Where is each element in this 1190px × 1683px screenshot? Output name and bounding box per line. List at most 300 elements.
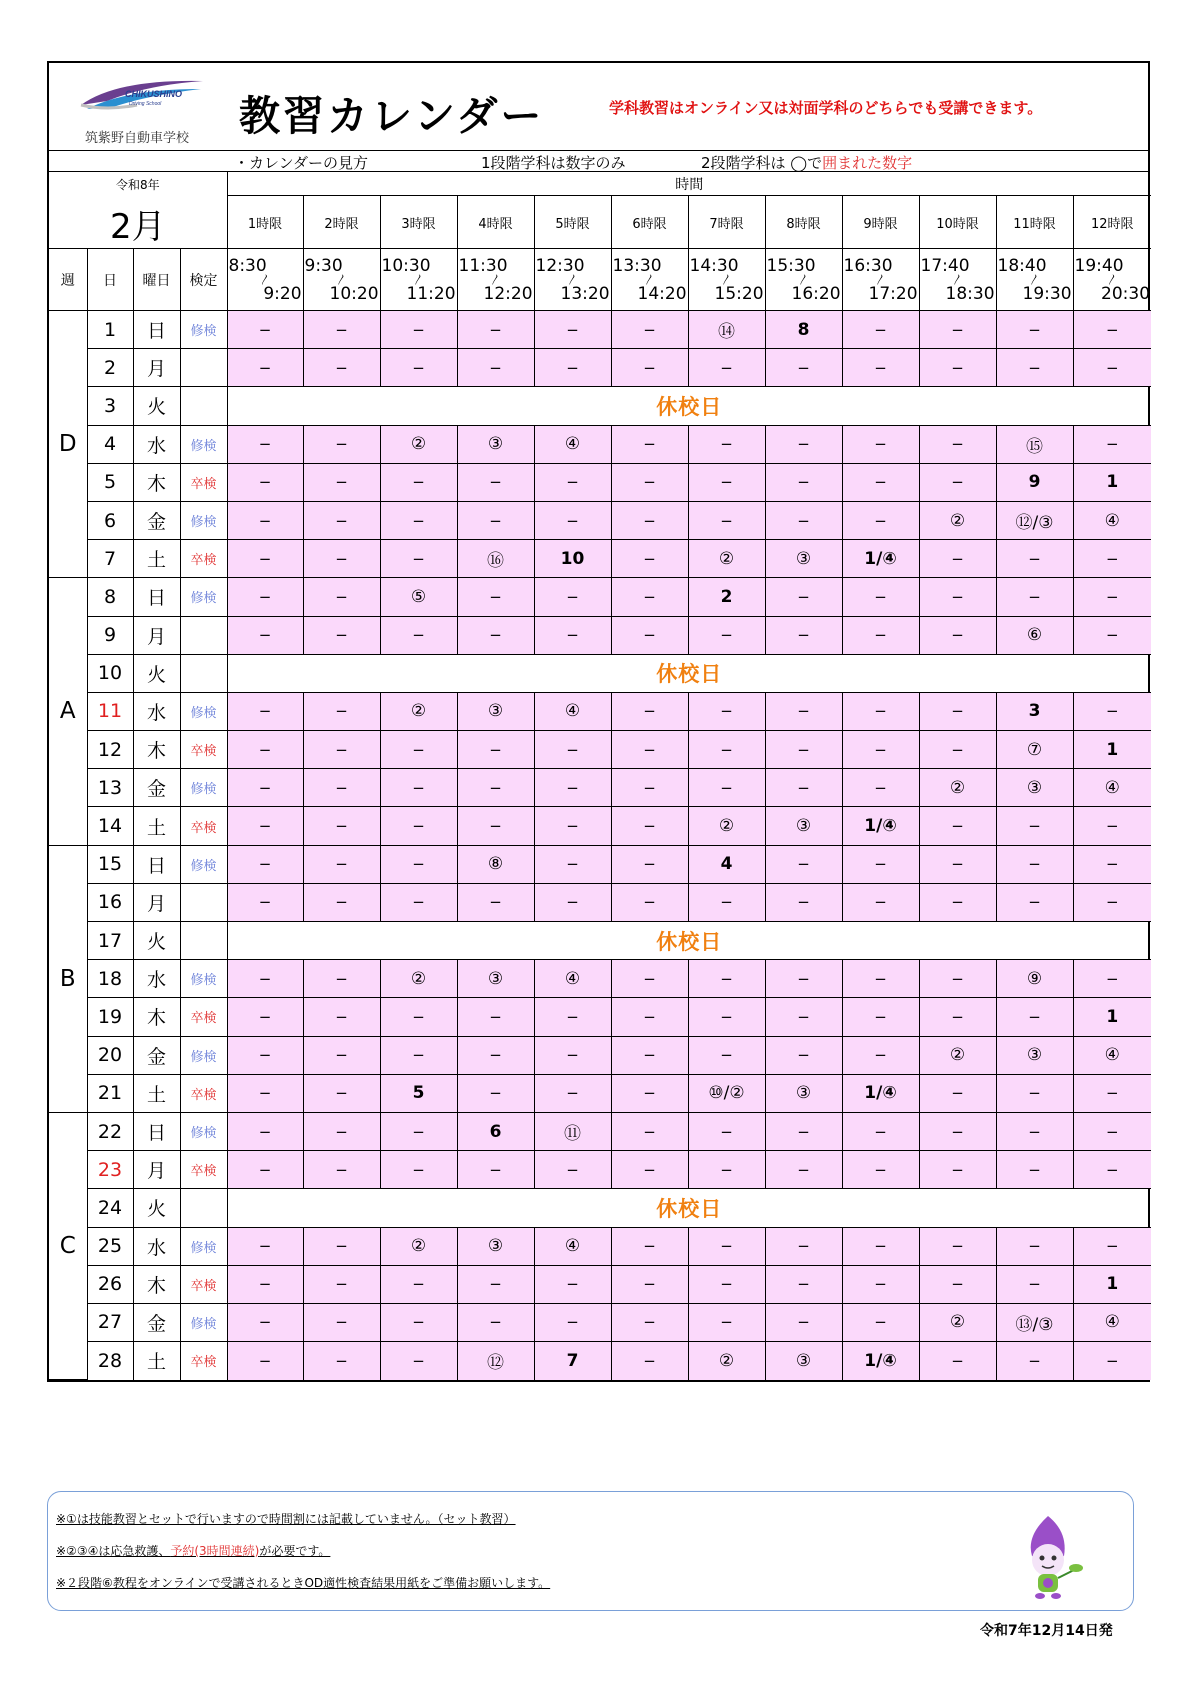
day-number: 24 [87, 1189, 133, 1227]
time-slot [611, 249, 688, 311]
exam-label [180, 883, 227, 921]
lesson-cell: − [1073, 807, 1151, 845]
day-of-week: 木 [133, 1265, 180, 1303]
lesson-cell: − [303, 845, 380, 883]
time-separator: 〳 [413, 272, 425, 286]
lesson-cell: − [765, 1303, 842, 1341]
lesson-cell: − [919, 1265, 996, 1303]
lesson-cell: − [611, 845, 688, 883]
lesson-cell: − [611, 883, 688, 921]
lesson-cell: ③ [765, 540, 842, 578]
day-of-week: 月 [133, 883, 180, 921]
lesson-cell: − [842, 769, 919, 807]
lesson-cell: − [765, 769, 842, 807]
lesson-cell: ② [919, 769, 996, 807]
week-label: D [49, 311, 87, 578]
lesson-cell: − [303, 1227, 380, 1265]
day-row [49, 1227, 1151, 1265]
lesson-cell: − [457, 501, 534, 539]
lesson-cell: − [457, 1303, 534, 1341]
lesson-cell: − [765, 692, 842, 730]
lesson-cell: − [842, 883, 919, 921]
exam-label: 修検 [180, 769, 227, 807]
lesson-cell: − [534, 311, 611, 349]
lesson-cell: − [534, 1265, 611, 1303]
period-header: 2時限 [303, 196, 380, 249]
lesson-cell: − [1073, 616, 1151, 654]
lesson-cell: − [842, 731, 919, 769]
lesson-cell: − [842, 1265, 919, 1303]
lesson-cell: ③ [765, 1342, 842, 1380]
time-separator: 〳 [336, 272, 348, 286]
lesson-cell: − [919, 1342, 996, 1380]
period-header: 10時限 [919, 196, 996, 249]
lesson-cell: − [1073, 692, 1151, 730]
lesson-cell: ③ [996, 769, 1073, 807]
time-start: 10:30 [381, 255, 431, 276]
time-header: 時間 [227, 172, 1151, 196]
day-number: 10 [87, 654, 133, 692]
lesson-cell: − [996, 1151, 1073, 1189]
time-end: 19:30 [1022, 283, 1072, 304]
day-number: 18 [87, 960, 133, 998]
day-row [49, 1189, 1151, 1227]
lesson-cell: 1 [1073, 731, 1151, 769]
lesson-cell: − [227, 616, 303, 654]
day-row [49, 883, 1151, 921]
period-header: 11時限 [996, 196, 1073, 249]
lesson-cell: ③ [996, 1036, 1073, 1074]
time-end: 15:20 [714, 283, 764, 304]
day-of-week: 日 [133, 1112, 180, 1150]
header [49, 63, 1148, 151]
logo-swoosh-icon [77, 75, 207, 115]
lesson-cell: − [996, 578, 1073, 616]
lesson-cell: − [842, 501, 919, 539]
period-header: 4時限 [457, 196, 534, 249]
day-number: 6 [87, 501, 133, 539]
period-header: 3時限 [380, 196, 457, 249]
legend-stage1: 1段階学科は数字のみ [481, 154, 626, 172]
time-slot [534, 249, 611, 311]
period-header: 5時限 [534, 196, 611, 249]
time-end: 17:20 [868, 283, 918, 304]
lesson-cell: − [380, 1265, 457, 1303]
lesson-cell: ④ [1073, 501, 1151, 539]
svg-text:Driving School: Driving School [129, 101, 162, 107]
month-label: 2月 [109, 207, 166, 247]
exam-label [180, 654, 227, 692]
lesson-cell: − [534, 845, 611, 883]
lesson-cell: − [919, 692, 996, 730]
lesson-cell: − [227, 1036, 303, 1074]
day-row [49, 616, 1151, 654]
lesson-cell: ⑪ [534, 1112, 611, 1150]
lesson-cell: − [303, 540, 380, 578]
lesson-cell: − [842, 1151, 919, 1189]
time-slot [227, 249, 303, 311]
closed-day: 休校日 [227, 387, 1151, 425]
lesson-cell: − [765, 463, 842, 501]
lesson-cell: − [1073, 1074, 1151, 1112]
day-col-header: 日 [87, 249, 133, 311]
footnote-1: ※①は技能教習とセットで行いますので時間割には記載していません。（セット教習） [56, 1512, 516, 1526]
lesson-cell: − [611, 1303, 688, 1341]
time-end: 20:30 [1101, 283, 1151, 304]
day-of-week: 水 [133, 960, 180, 998]
time-end: 14:20 [637, 283, 687, 304]
lesson-cell: − [611, 1074, 688, 1112]
period-header: 9時限 [842, 196, 919, 249]
lesson-cell: ④ [534, 1227, 611, 1265]
lesson-cell: 6 [457, 1112, 534, 1150]
lesson-cell: − [765, 1265, 842, 1303]
lesson-cell: − [688, 1265, 765, 1303]
time-start: 12:30 [535, 255, 585, 276]
lesson-cell: − [611, 998, 688, 1036]
lesson-cell: − [227, 1112, 303, 1150]
lesson-cell: − [842, 1227, 919, 1265]
time-separator: 〳 [644, 272, 656, 286]
lesson-cell: − [380, 1151, 457, 1189]
lesson-cell: − [227, 425, 303, 463]
lesson-cell: ② [380, 960, 457, 998]
dow-col-header: 曜日 [133, 249, 180, 311]
online-note: 学科教習はオンライン又は対面学科のどちらでも受講できます。 [609, 99, 1043, 117]
week-col-header: 週 [49, 249, 87, 311]
era-label: 令和8年 [115, 178, 160, 192]
lesson-cell: − [765, 616, 842, 654]
lesson-cell: − [765, 578, 842, 616]
lesson-cell: − [303, 1303, 380, 1341]
lesson-cell: − [996, 998, 1073, 1036]
lesson-cell: − [457, 998, 534, 1036]
lesson-cell: − [996, 1112, 1073, 1150]
day-row [49, 1151, 1151, 1189]
day-number: 14 [87, 807, 133, 845]
lesson-cell: − [1073, 883, 1151, 921]
lesson-cell: − [688, 769, 765, 807]
time-slot [765, 249, 842, 311]
closed-day: 休校日 [227, 654, 1151, 692]
lesson-cell: − [611, 960, 688, 998]
kensa-col-header: 検定 [180, 249, 227, 311]
lesson-cell: − [919, 1074, 996, 1112]
period-header: 6時限 [611, 196, 688, 249]
time-start: 13:30 [612, 255, 662, 276]
lesson-cell: − [919, 616, 996, 654]
lesson-cell: − [611, 425, 688, 463]
lesson-cell: ⑤ [380, 578, 457, 616]
time-separator: 〳 [1029, 272, 1041, 286]
day-of-week: 日 [133, 845, 180, 883]
lesson-cell: − [534, 998, 611, 1036]
lesson-cell: − [534, 1151, 611, 1189]
day-of-week: 日 [133, 578, 180, 616]
day-number: 12 [87, 731, 133, 769]
lesson-cell: − [380, 1303, 457, 1341]
time-start: 18:40 [997, 255, 1047, 276]
lesson-cell: − [380, 807, 457, 845]
day-of-week: 金 [133, 769, 180, 807]
lesson-cell: − [227, 1227, 303, 1265]
lesson-cell: − [688, 501, 765, 539]
lesson-cell: − [611, 311, 688, 349]
lesson-cell: − [688, 463, 765, 501]
lesson-cell: − [380, 998, 457, 1036]
lesson-cell: − [227, 845, 303, 883]
day-number: 3 [87, 387, 133, 425]
day-number: 26 [87, 1265, 133, 1303]
time-separator: 〳 [952, 272, 964, 286]
time-start: 14:30 [689, 255, 739, 276]
lesson-cell: − [457, 1151, 534, 1189]
lesson-cell: − [765, 998, 842, 1036]
lesson-cell: ④ [534, 425, 611, 463]
lesson-cell: − [303, 807, 380, 845]
day-of-week: 金 [133, 501, 180, 539]
lesson-cell: − [457, 1074, 534, 1112]
lesson-cell: − [1073, 311, 1151, 349]
lesson-cell: − [842, 1036, 919, 1074]
day-row [49, 731, 1151, 769]
lesson-cell: ⑬/③ [996, 1303, 1073, 1341]
day-row [49, 1036, 1151, 1074]
day-number: 27 [87, 1303, 133, 1341]
day-of-week: 土 [133, 1074, 180, 1112]
lesson-cell: − [457, 463, 534, 501]
lesson-cell: ⑫ [457, 1342, 534, 1380]
lesson-cell: − [996, 1265, 1073, 1303]
exam-label: 卒検 [180, 463, 227, 501]
lesson-cell: − [457, 883, 534, 921]
lesson-cell: − [1073, 349, 1151, 387]
lesson-cell: 1 [1073, 998, 1151, 1036]
lesson-cell: 1 [1073, 463, 1151, 501]
lesson-cell: − [765, 960, 842, 998]
lesson-cell: − [534, 807, 611, 845]
lesson-cell: − [380, 731, 457, 769]
lesson-cell: − [611, 1227, 688, 1265]
exam-label: 修検 [180, 311, 227, 349]
day-of-week: 土 [133, 1342, 180, 1380]
lesson-cell: − [303, 769, 380, 807]
lesson-cell: ③ [457, 1227, 534, 1265]
lesson-cell: 1/④ [842, 807, 919, 845]
lesson-cell: ③ [457, 960, 534, 998]
lesson-cell: ② [919, 1303, 996, 1341]
lesson-cell: − [227, 578, 303, 616]
time-separator: 〳 [259, 272, 271, 286]
day-row [49, 960, 1151, 998]
time-slot [380, 249, 457, 311]
lesson-cell: − [380, 883, 457, 921]
lesson-cell: − [919, 960, 996, 998]
exam-label: 修検 [180, 1303, 227, 1341]
lesson-cell: − [765, 845, 842, 883]
lesson-cell: ⑥ [996, 616, 1073, 654]
day-of-week: 日 [133, 311, 180, 349]
lesson-cell: ④ [534, 960, 611, 998]
footnote-2-a: ※②③④は応急救護、 [56, 1544, 171, 1558]
lesson-cell: − [1073, 960, 1151, 998]
lesson-cell: − [303, 1342, 380, 1380]
lesson-cell: 9 [996, 463, 1073, 501]
calendar-sheet [47, 61, 1150, 1382]
exam-label [180, 616, 227, 654]
footnote-box [47, 1491, 1134, 1611]
lesson-cell: − [688, 349, 765, 387]
lesson-cell: − [1073, 1151, 1151, 1189]
lesson-cell: − [611, 769, 688, 807]
day-number: 25 [87, 1227, 133, 1265]
lesson-cell: 1/④ [842, 540, 919, 578]
lesson-cell: − [303, 692, 380, 730]
day-number: 17 [87, 922, 133, 960]
lesson-cell: ② [688, 1342, 765, 1380]
lesson-cell: − [534, 1303, 611, 1341]
lesson-cell: − [611, 501, 688, 539]
lesson-cell: − [996, 1074, 1073, 1112]
lesson-cell: − [227, 311, 303, 349]
lesson-cell: − [227, 1303, 303, 1341]
lesson-cell: − [457, 349, 534, 387]
lesson-cell: − [534, 501, 611, 539]
day-number: 19 [87, 998, 133, 1036]
lesson-cell: − [765, 1227, 842, 1265]
lesson-cell: − [380, 1112, 457, 1150]
lesson-cell: − [303, 616, 380, 654]
period-header: 12時限 [1073, 196, 1151, 249]
day-row [49, 501, 1151, 539]
lesson-cell: − [303, 463, 380, 501]
lesson-cell: − [919, 1151, 996, 1189]
lesson-cell: − [919, 349, 996, 387]
lesson-cell: − [227, 1342, 303, 1380]
lesson-cell: − [534, 731, 611, 769]
lesson-cell: − [919, 731, 996, 769]
week-label: B [49, 845, 87, 1112]
lesson-cell: − [765, 1151, 842, 1189]
lesson-cell: − [303, 731, 380, 769]
day-of-week: 火 [133, 654, 180, 692]
lesson-cell: − [919, 998, 996, 1036]
lesson-cell: − [227, 1074, 303, 1112]
lesson-cell: − [457, 807, 534, 845]
lesson-cell: − [227, 769, 303, 807]
lesson-cell: − [919, 807, 996, 845]
time-slot [688, 249, 765, 311]
lesson-cell: − [688, 1112, 765, 1150]
lesson-cell: − [919, 883, 996, 921]
lesson-cell: − [611, 1342, 688, 1380]
day-of-week: 土 [133, 540, 180, 578]
day-of-week: 月 [133, 616, 180, 654]
lesson-cell: − [996, 1342, 1073, 1380]
lesson-cell: ② [919, 501, 996, 539]
time-separator: 〳 [721, 272, 733, 286]
exam-label: 修検 [180, 1227, 227, 1265]
lesson-cell: ② [380, 692, 457, 730]
lesson-cell: − [380, 616, 457, 654]
lesson-cell: ③ [765, 1074, 842, 1112]
lesson-cell: − [457, 578, 534, 616]
lesson-cell: − [380, 540, 457, 578]
lesson-cell: − [688, 1036, 765, 1074]
lesson-cell: − [765, 883, 842, 921]
lesson-cell: − [534, 349, 611, 387]
day-number: 22 [87, 1112, 133, 1150]
lesson-cell: − [534, 616, 611, 654]
lesson-cell: − [611, 807, 688, 845]
time-slot [1073, 249, 1151, 311]
lesson-cell: − [688, 1227, 765, 1265]
exam-label [180, 922, 227, 960]
lesson-cell: ⑩/② [688, 1074, 765, 1112]
day-number: 13 [87, 769, 133, 807]
lesson-cell: − [227, 692, 303, 730]
exam-label: 修検 [180, 578, 227, 616]
lesson-cell: − [227, 960, 303, 998]
lesson-cell: − [842, 1112, 919, 1150]
lesson-cell: − [996, 883, 1073, 921]
lesson-cell: − [842, 463, 919, 501]
legend-stage2 [701, 152, 912, 173]
day-row [49, 692, 1151, 730]
time-end: 10:20 [329, 283, 379, 304]
lesson-cell: − [765, 1112, 842, 1150]
time-start: 9:30 [304, 255, 343, 276]
day-of-week: 木 [133, 731, 180, 769]
footnote-2 [56, 1542, 330, 1559]
lesson-cell: 1/④ [842, 1342, 919, 1380]
lesson-cell: 5 [380, 1074, 457, 1112]
time-end: 13:20 [560, 283, 610, 304]
time-separator: 〳 [1106, 272, 1118, 286]
closed-day: 休校日 [227, 1189, 1151, 1227]
lesson-cell: − [996, 845, 1073, 883]
lesson-cell: − [996, 1227, 1073, 1265]
footnote-2-red: 予約(3時間連続) [170, 1544, 260, 1558]
exam-label: 卒検 [180, 1074, 227, 1112]
lesson-cell: ⑦ [996, 731, 1073, 769]
exam-label: 卒検 [180, 1265, 227, 1303]
day-number: 16 [87, 883, 133, 921]
day-row [49, 1074, 1151, 1112]
lesson-cell: − [303, 998, 380, 1036]
lesson-cell: − [919, 1112, 996, 1150]
page-title: 教習カレンダー [239, 92, 545, 140]
time-start: 15:30 [766, 255, 816, 276]
lesson-cell: − [380, 463, 457, 501]
day-of-week: 木 [133, 998, 180, 1036]
day-row [49, 463, 1151, 501]
exam-label: 卒検 [180, 1151, 227, 1189]
lesson-cell: − [611, 616, 688, 654]
lesson-cell: − [303, 1036, 380, 1074]
lesson-cell: − [688, 692, 765, 730]
exam-label: 卒検 [180, 731, 227, 769]
period-header: 7時限 [688, 196, 765, 249]
lesson-cell: ③ [457, 425, 534, 463]
day-number: 2 [87, 349, 133, 387]
time-end: 12:20 [483, 283, 533, 304]
time-start: 11:30 [458, 255, 508, 276]
lesson-cell: − [303, 501, 380, 539]
day-row [49, 1342, 1151, 1380]
lesson-cell: − [303, 1265, 380, 1303]
time-start: 16:30 [843, 255, 893, 276]
